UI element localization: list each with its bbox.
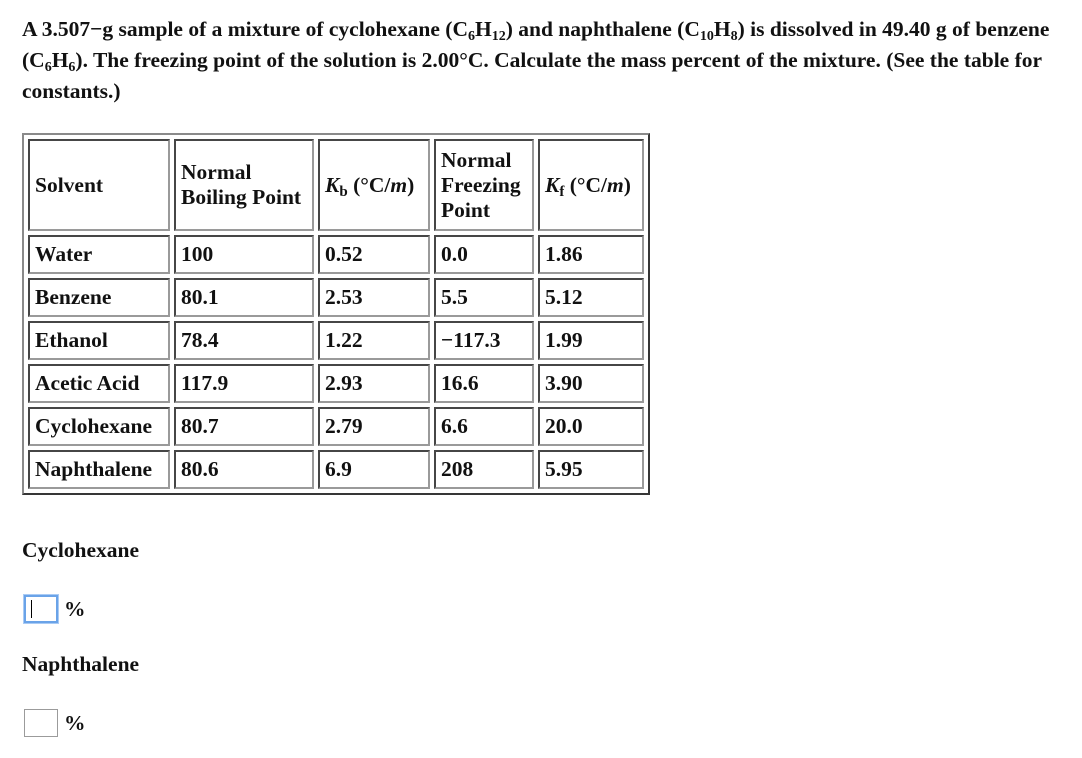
header-freezing-point: Normal Freezing Point xyxy=(434,139,534,231)
naphthalene-percent-unit: % xyxy=(64,710,86,735)
cell-kb: 2.79 xyxy=(318,407,430,446)
cell-kf: 1.86 xyxy=(538,235,644,274)
cell-kb: 0.52 xyxy=(318,235,430,274)
cell-solvent: Cyclohexane xyxy=(28,407,170,446)
cell-boiling-point: 80.1 xyxy=(174,278,314,317)
cell-boiling-point: 80.6 xyxy=(174,450,314,489)
cell-solvent: Acetic Acid xyxy=(28,364,170,403)
cell-freezing-point: 6.6 xyxy=(434,407,534,446)
cell-freezing-point: −117.3 xyxy=(434,321,534,360)
cell-solvent: Benzene xyxy=(28,278,170,317)
cyclohexane-answer-row xyxy=(24,595,86,623)
cell-boiling-point: 117.9 xyxy=(174,364,314,403)
table-row xyxy=(28,450,644,489)
cell-kf: 3.90 xyxy=(538,364,644,403)
cell-kf: 5.12 xyxy=(538,278,644,317)
header-boiling-point: Normal Boiling Point xyxy=(174,139,314,231)
cell-freezing-point: 0.0 xyxy=(434,235,534,274)
table-header-row xyxy=(28,139,644,231)
naphthalene-input-wrap xyxy=(24,709,58,737)
table-row xyxy=(28,321,644,360)
naphthalene-label: Naphthalene xyxy=(22,652,140,676)
cell-kb: 1.22 xyxy=(318,321,430,360)
text-caret xyxy=(31,600,32,618)
header-solvent: Solvent xyxy=(28,139,170,231)
cell-freezing-point: 208 xyxy=(434,450,534,489)
constants-table xyxy=(22,133,650,495)
table-row xyxy=(28,235,644,274)
table-row xyxy=(28,278,644,317)
cell-solvent: Naphthalene xyxy=(28,450,170,489)
cell-kb: 6.9 xyxy=(318,450,430,489)
naphthalene-answer-row xyxy=(24,709,86,737)
naphthalene-percent-input[interactable] xyxy=(24,709,58,737)
cell-freezing-point: 5.5 xyxy=(434,278,534,317)
cell-kb: 2.93 xyxy=(318,364,430,403)
cell-boiling-point: 80.7 xyxy=(174,407,314,446)
table-row xyxy=(28,364,644,403)
header-kf: $K_f$ (°C/m) xyxy=(538,139,644,231)
cyclohexane-input-wrap xyxy=(24,595,58,623)
cyclohexane-percent-input[interactable] xyxy=(24,595,58,623)
cell-freezing-point: 16.6 xyxy=(434,364,534,403)
cell-kf: 20.0 xyxy=(538,407,644,446)
cyclohexane-label: Cyclohexane xyxy=(22,538,140,562)
cell-boiling-point: 78.4 xyxy=(174,321,314,360)
cyclohexane-percent-unit: % xyxy=(64,596,86,621)
cell-kf: 1.99 xyxy=(538,321,644,360)
header-kb: $K_b$ (°C/m) xyxy=(318,139,430,231)
cell-kf: 5.95 xyxy=(538,450,644,489)
cell-solvent: Ethanol xyxy=(28,321,170,360)
cell-solvent: Water xyxy=(28,235,170,274)
cell-boiling-point: 100 xyxy=(174,235,314,274)
table-row xyxy=(28,407,644,446)
problem-statement: A 3.507−g sample of a mixture of cyclohexane $(C_6H_{12})$ and naphthalene $(C_{10}H_8)$ is dissolved in 49.40 g of benzene $(C_6H_6)$. The freezing point of the solution is 2.00°C. Calculate the mass percent of the mixture. (See the table for constants.) xyxy=(22,17,1050,103)
cell-kb: 2.53 xyxy=(318,278,430,317)
